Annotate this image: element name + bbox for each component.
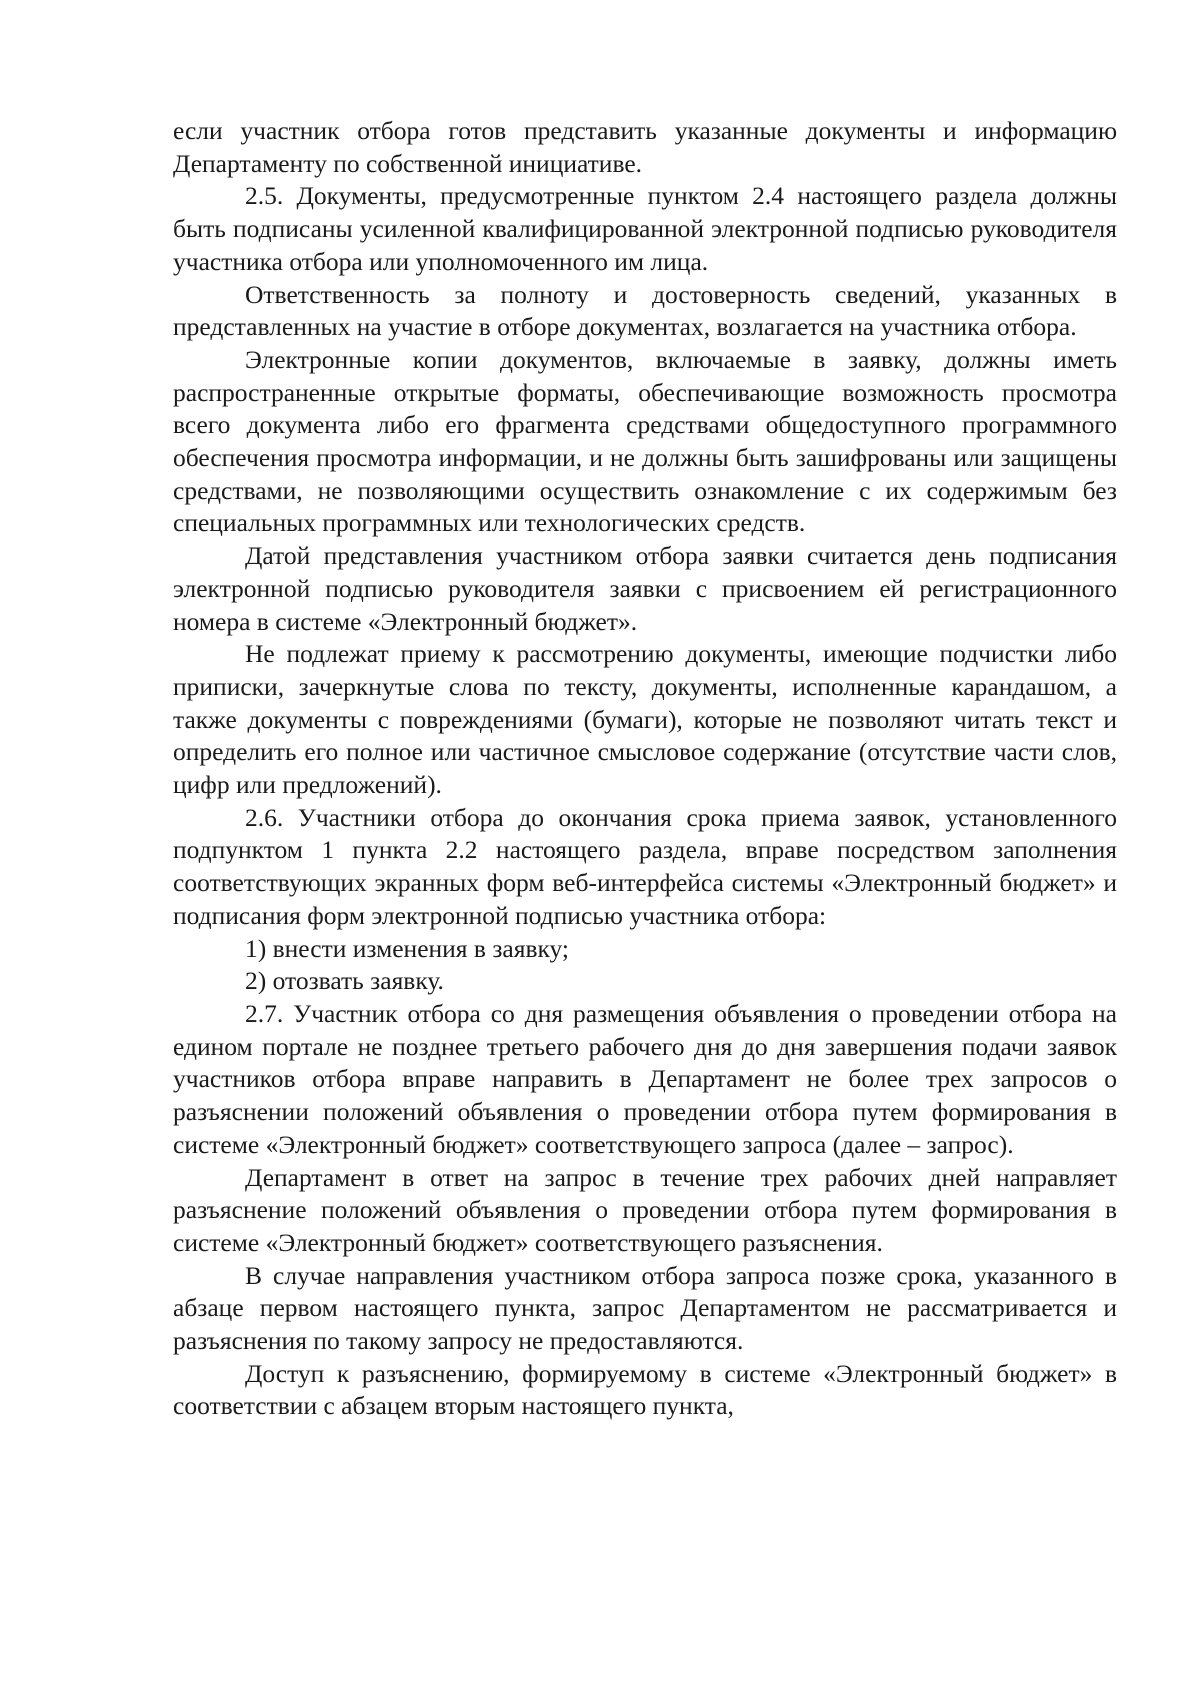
paragraph-continuation: если участник отбора готов представить указанные документы и информацию Департаменту по собственной инициативе. — [173, 116, 1117, 178]
paragraph-not-accepted: Не подлежат приему к рассмотрению документы, имеющие подчистки либо приписки, зачеркнутые слова по тексту, документы, исполненные карандашом, а также документы с повреждениями (бумаги), которые не позволяют читать текст и определить его полное или частичное смысловое содержание (отсутствие части слов, цифр или предложений). — [173, 639, 1117, 800]
paragraph-department-response: Департамент в ответ на запрос в течение трех рабочих дней направляет разъяснение положений объявления о проведении отбора путем формирования в системе «Электронный бюджет» соответствующего разъяснения. — [173, 1162, 1117, 1257]
document-body — [173, 115, 1117, 1423]
paragraph-electronic-copies: Электронные копии документов, включаемые в заявку, должны иметь распространенные открытые форматы, обеспечивающие возможность просмотра всего документа либо его фрагмента средствами общедоступного программного обеспечения просмотра информации, и не должны быть зашифрованы или защищены средствами, не позволяющими осуществить ознакомление с их содержимым без специальных программных или технологических средств. — [173, 344, 1117, 538]
paragraph-2-7: 2.7. Участник отбора со дня размещения объявления о проведении отбора на едином портале не позднее третьего рабочего дня до дня завершения подачи заявок участников отбора вправе направить в Департамент не более трех запросов о разъяснении положений объявления о проведении отбора путем формирования в системе «Электронный бюджет» соответствующего запроса (далее – запрос). — [173, 998, 1117, 1159]
paragraph-access: Доступ к разъяснению, формируемому в системе «Электронный бюджет» в соответствии с абзацем вторым настоящего пункта, — [173, 1358, 1117, 1421]
paragraph-late-request: В случае направления участником отбора запроса позже срока, указанного в абзаце первом настоящего пункта, запрос Департаментом не рассматривается и разъяснения по такому запросу не предоставляются. — [173, 1260, 1117, 1356]
paragraph-submission-date: Датой представления участником отбора заявки считается день подписания электронной подписью руководителя заявки с присвоением ей регистрационного номера в системе «Электронный бюджет». — [173, 541, 1117, 636]
paragraph-2-6: 2.6. Участники отбора до окончания срока приема заявок, установленного подпунктом 1 пункта 2.2 настоящего раздела, вправе посредством заполнения соответствующих экранных форм веб-интерфейса системы «Электронный бюджет» и подписания форм электронной подписью участника отбора: — [173, 802, 1117, 930]
list-item-2: 2) отозвать заявку. — [245, 966, 444, 996]
paragraph-responsibility: Ответственность за полноту и достоверность сведений, указанных в представленных на участие в отборе документах, возлагается на участника отбора. — [173, 279, 1117, 342]
paragraph-2-5: 2.5. Документы, предусмотренные пунктом 2.4 настоящего раздела должны быть подписаны усиленной квалифицированной электронной подписью руководителя участника отбора или уполномоченного им лица. — [173, 181, 1117, 276]
list-item-1: 1) внести изменения в заявку; — [245, 933, 570, 963]
